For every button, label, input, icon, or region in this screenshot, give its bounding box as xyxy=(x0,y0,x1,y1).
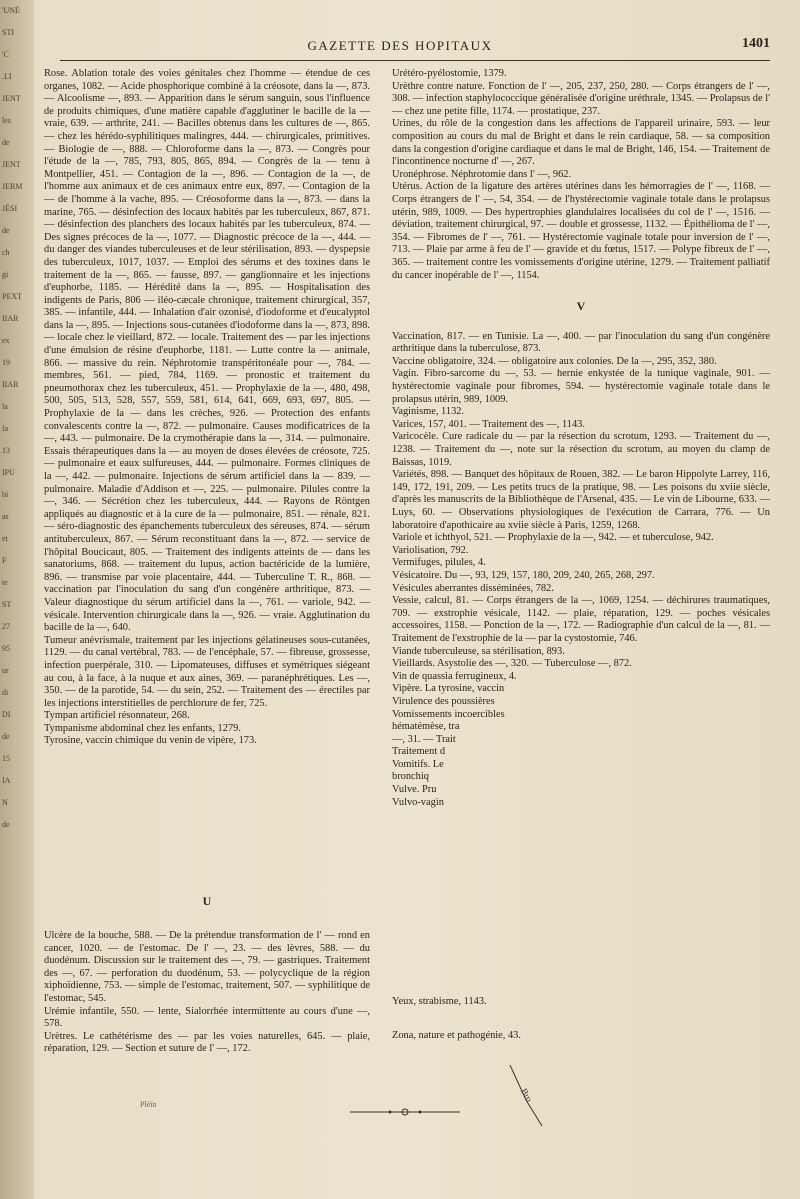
index-entry: Vaccine obligatoire, 324. — obligatoire aux colonies. De la —, 295, 352, 380. xyxy=(392,355,717,367)
index-entry: —, 31. — Trait xyxy=(392,733,456,745)
spine-fragment: bi xyxy=(2,490,9,499)
spine-fragment: 95 xyxy=(2,644,10,653)
index-entry: hématémèse, tra xyxy=(392,721,460,733)
spine-fragment: DI xyxy=(2,710,11,719)
index-entry: Tympan artificiel résonnateur, 268. xyxy=(44,710,190,722)
index-entry: Vagin. Fibro-sarcome du —, 53. — hernie enkystée de la tunique vaginale, 901. — hystérectomie vaginale pour fibromes, 594. — hystérectomie vaginale totale dans le prolapsus utérin, 989, 1009. xyxy=(392,368,770,405)
index-entry: Viande tuberculeuse, sa stérilisation, 893. xyxy=(392,645,565,657)
spine-fragment: JENT xyxy=(2,94,21,103)
page-number: 1401 xyxy=(742,36,770,51)
index-entry: Vésicules aberrantes disséminées, 782. xyxy=(392,582,554,594)
page-header xyxy=(60,34,770,60)
spine-fragment: de xyxy=(2,226,10,235)
index-entry: Varicocèle. Cure radicale du — par la résection du scrotum, 1293. — Traitement du —, 1238. — Traitement du —, note sur la résection du scrotum, au moyen du clamp de Baissas, 1019. xyxy=(392,431,770,468)
spine-fragment: PEXT xyxy=(2,292,22,301)
spine-fragment: fa xyxy=(2,424,9,433)
spine-fragment: N xyxy=(2,798,8,807)
index-entry: Urémie infantile, 550. — lente, Sialorrhée intermittente au cours d'une —, 578. xyxy=(44,1005,370,1030)
spine-fragment: F xyxy=(2,556,7,565)
spine-fragment: de xyxy=(2,138,10,147)
index-entry: Vomitifs. Le xyxy=(392,758,444,770)
index-entry: Utérus. Action de la ligature des artères utérines dans les hémorragies de l' —, 1168. — Corps étrangers de l' —, 54, 354. — de l'hystérectomie vaginale totale dans le prolapsus utérin, 989, 1009. — Des hypertrophies glandulaires localisées du col de l' —, 1516. — déviation, traitement chirurgical, 97. — double et grossesse, 1132. — Épithélioma de l' —, 354. — Fibromes de l' —, 761. — Hystérectomie vaginale totale pour inversion de l' —, 713. — Plaie par arme à feu de l' — gravide et du fœtus, 1517. — Polype fibreux de l' —, 365. — traitement contre les vomissements d'origine utérine, 1279. — Traitement palliatif du cancer inopérable de l' —, 1154. xyxy=(392,181,770,281)
index-entry: Vésicatoire. Du —, 93, 129, 157, 180, 209, 240, 265, 268, 297. xyxy=(392,569,655,581)
index-entry-yeux: Yeux, strabisme, 1143. xyxy=(392,996,487,1007)
index-entry: Tympanisme abdominal chez les enfants, 1279. xyxy=(44,722,241,734)
index-entry: Urétéro-pyélostomie, 1379. xyxy=(392,68,507,79)
u-entries xyxy=(44,930,370,1056)
spine-fragment: IIAR xyxy=(2,380,19,389)
index-entry: Variolisation, 792. xyxy=(392,544,469,556)
spine-fragment: 19 xyxy=(2,358,10,367)
spine-fragment: as xyxy=(2,512,9,521)
spine-fragment: JERM xyxy=(2,182,23,191)
spine-fragment: les xyxy=(2,116,11,125)
index-entry: Vulve. Pru xyxy=(392,784,437,796)
index-entry: Vessie, calcul, 81. — Corps étrangers de la —, 1069, 1254. — déchirures traumatiques, 709. — exstrophie vésicale, 1142. — plaie, réparation, 129. — poches vésicales accessoires, 1158. — Ponction de la —, 172. — Radiographie d'un calcul de la —, 81. — Traitement de l'exstrophie de la — par la cystostomie, 746. xyxy=(392,595,770,644)
index-entry: Vaginisme, 1132. xyxy=(392,406,465,418)
index-entry: Tyrosine, vaccin chimique du venin de vipère, 173. xyxy=(44,735,257,747)
spine-fragment: STI xyxy=(2,28,14,37)
spine-fragment: di xyxy=(2,688,9,697)
header-rule xyxy=(60,60,770,61)
spine-fragment: de xyxy=(2,732,10,741)
right-column xyxy=(392,68,770,809)
spine-fragment: et xyxy=(2,534,8,543)
spine-fragment: JÉSI xyxy=(2,204,18,213)
index-entry: Variétés, 898. — Banquet des hôpitaux de Rouen, 382. — Le baron Hippolyte Larrey, 116, 149, 172, 191, 209. — Les petits trucs de la pratique, 98. — Les poisons du xviie siècle, d'après les manuscrits de la Bibliothèque de l'Arsenal, 435. — Le vin de Libourne, 633. — Luys, 60. — Observations physiologiques de l'exécution de Carrara, 776. — Un laboratoire d'apothicaire au xviie siècle à Paris, 1259, 1268. xyxy=(392,469,770,531)
index-entry: Vipère. La tyrosine, vaccin xyxy=(392,683,505,695)
bottom-note: Pléïn xyxy=(140,1100,157,1109)
index-entry: Vermifuges, pilules, 4. xyxy=(392,557,486,569)
index-entry: Traitement d xyxy=(392,746,446,758)
binding-spine xyxy=(0,0,34,1199)
index-entry: Urètres. Le cathétérisme des — par les voies naturelles, 645. — plaie, réparation, 129. — Section et suture de l' —, 172. xyxy=(44,1030,370,1055)
spine-fragment: 13 xyxy=(2,446,10,455)
spine-fragment: 15 xyxy=(2,754,10,763)
spine-fragment: ch xyxy=(2,248,10,257)
index-entry: Variole et ichthyol, 521. — Prophylaxie de la —, 942. — et tuberculose, 942. xyxy=(392,532,714,544)
end-ornament xyxy=(350,1108,460,1116)
index-entry: Varices, 157, 401. — Traitement des —, 1143. xyxy=(392,418,585,430)
spine-fragment: 27 xyxy=(2,622,10,631)
index-entry: Virulence des poussières xyxy=(392,695,495,707)
spine-fragment: 'UNÉ xyxy=(2,6,20,15)
spine-fragment: de xyxy=(2,820,10,829)
spine-fragment: IA xyxy=(2,776,11,785)
spine-fragment: gi xyxy=(2,270,9,279)
left-column xyxy=(44,68,370,748)
spine-fragment: la xyxy=(2,402,8,411)
index-entry: Tumeur anévrismale, traitement par les injections gélatineuses sous-cutanées, 1129. — du canal vertébral, 783. — de l'encéphale, 57. — fibreuse, grossesse, infection puerpérale, 310. — Lipomateuses, diffuses et symétriques siégeant au cou, à la face, à la nuque et aux aines, 369. — paranéphrétiques. Les —, 350. — de la parotide, 54. — du sein, 252. — Traitement des — érectiles par les injections interstitielles de perchlorure de fer, 725. xyxy=(44,634,370,709)
index-entry: Uronéphrose. Néphrotomie dans l' —, 962. xyxy=(392,168,572,180)
journal-title: GAZETTE DES HOPITAUX xyxy=(307,38,493,53)
index-entry: Vomissements incoercibles xyxy=(392,708,505,720)
section-letter-u: U xyxy=(202,894,212,908)
index-entry: Vulvo-vagin xyxy=(392,796,444,808)
spine-fragment: .LI xyxy=(2,72,12,81)
index-entry: Urèthre contre nature. Fonction de l' —, 205, 237, 250, 280. — Corps étrangers de l' —, 308. — infection staphylococcique généralisée d'origine uréthrale, 1345. — Prolapsus de l' — chez une petite fille, 1174. — prostatique, 237. xyxy=(392,80,770,117)
spine-fragment: JENT xyxy=(2,160,21,169)
index-entry: Rose. Ablation totale des voies génitales chez l'homme — étendue de ces organes, 1082. — Acide phosphorique combiné à la créosote, dans la —, 873. — Alcoolisme —, 893. — Apparition dans le sérum sanguin, sous l'influence de produits chimiques, d'une matière capable d'agglutiner le bacille de la — vraie, 639. — arthrite, 241. — Bacilles obtenus dans les cultures de —, 865. — chez les hérédo-syphilitiques malingres, 444. — chirurgicales, primitives. — Biologie de —, 888. — Chloroforme dans la —, 873. — Congrès pour l'étude de la —, 785, 793, 805, 865, 894. — Congrès de la — tenu à Montpellier, 451. — Contagion de la —, 896. — Contagion de la —, de l'homme aux animaux et de ces animaux entre eux, 897. — Contagion de la — de l'homme à la vache, 895. — Créosoforme dans la —, 873. — dans la marine, 765. — désinfection des locaux habités par les tuberculeux, 867, 871. — désinfection des planchers des locaux habités par les tuberculeux, 874. — Des signes précoces de la —, 1077. — Diagnostic précoce de la —, 444. — du danger des viandes tuberculeuses et de leur stérilisation, 893. — dyspepsie des tuberculeux, 1017, 1037. — Emploi des sérums et des toxines dans le traitement de la —, 865. — fausse, 897. — ganglionnaire et les injections d'euphorbe, 1185. — Hérédité dans la —, 895. — Hospitalisation des indigents de Paris, 806 — iléo-cæcale chronique, traitement chirurgical, 357, 385. — infantile, 444. — Inhalation d'air ozonisé, d'iodoforme et d'eucalyptol dans la —, 895. — Injections sous-cutanées d'iodoforme dans la —, 873, 898. — locale chez le vieillard, 872. — locale. Traitement des — par les injections d'une émulsion de résine d'euphorbe, 1181. — Lutte contre la — animale, 866. — massive du rein. Néphrotomie transpéritonéale pour —, 784. — membres, 561. — pied, 784, 1169. — pronostic et traitement du pneumothorax chez les tuberculeux, 451. — Prophylaxie de la —, 480, 498, 500, 505, 513, 528, 557, 559, 581, 614, 641, 669, 693, 697, 805. — Prophylaxie de la — dans les crèches, 926. — Protection des enfants convalescents contre la —, 872. — pulmonaire. Causes modificatrices de la —, 443. — pulmonaire. De la crymothérapie dans la —, 314. — pulmonaire. Essais thérapeutiques dans la — au moyen de doses élevées de créosote, 725. — pulmonaire et eaux sulfureuses, 444. — pulmonaire. Formes cliniques de la —, 442. — pulmonaire. Injections de sérum artificiel dans la — 839. — pulmonaire. Maladie d'Addison et —, 225. — pulmonaire. Pilules contre la —, 346. — Sécrétion chez les tuberculeux, 444. — Rayons de Röntgen appliqués au diagnostic et à la cure de la — pulmonaire, 851. — rénale, 821. — séro-diagnostic des épanchements tuberculeux des séreuses, 874. — sérum antituberculeux, 867. — Sérum reconstituant dans la —, 872. — service de l'hôpital Boucicaut, 805. — Traitement des indigents atteints de — dans les sanatoriums, 868. — traitement du lupus, action bactéricide de la lumière, 896. — transmise par voie placentaire, 444. — Tuberculine T. R., 868. — vaccination par l'inoculation du sang d'un congénère arthritique, 873. — Valeur diagnostique du sérum artificiel dans la —, 761. — variole, 942. — vésicale. Intervention chirurgicale dans la —, 926. — vraie. Agglutination du bacille de la —, 640. xyxy=(44,68,370,634)
index-entry: Ulcère de la bouche, 588. — De la prétendue transformation de l' — rond en cancer, 1020. — de l'estomac. De l' —, 23. — des lèvres, 588. — du duodénum. Discussion sur le traitement des —, 79. — gastriques. Traitement des —, 67. — perforation du duodénum, 53. — polycyclique de la région xiphoïdienne, 753. — simple de l'estomac, traitement, 507. — syphilitique de l'estomac, 545. xyxy=(44,930,370,1004)
index-entry: Vin de quassia ferrugineux, 4. xyxy=(392,670,517,682)
spine-fragment: te xyxy=(2,578,8,587)
index-entry-zona: Zona, nature et pathogénie, 43. xyxy=(392,1030,521,1041)
index-entry: Vieillards. Asystolie des —, 320. — Tuberculose —, 872. xyxy=(392,658,632,670)
pencil-note: Bro xyxy=(519,1086,535,1104)
spine-fragment: ur xyxy=(2,666,9,675)
spine-fragment: ST xyxy=(2,600,12,609)
index-entry: bronchiq xyxy=(392,771,429,783)
v-entries xyxy=(392,331,770,810)
index-entry: Vaccination, 817. — en Tunisie. La —, 400. — par l'inoculation du sang d'un congénère arthritique dans la tuberculose, 873. xyxy=(392,330,770,355)
spine-fragment: IIAR xyxy=(2,314,19,323)
spine-fragment: ex xyxy=(2,336,10,345)
spine-fragment: 'C xyxy=(2,50,9,59)
spine-fragment: IPU xyxy=(2,468,15,477)
section-letter-v: V xyxy=(576,299,586,314)
index-entry: Urines, du rôle de la congestion dans les affections de l'appareil urinaire, 593. — leur composition au cours du mal de Bright et dans le rein cardiaque, 58. — sa composition dans la congestion d'origine cardiaque et dans le mal de Bright, 146, 154. — Traitement de l'incontinence nocturne d' —, 267. xyxy=(392,118,770,168)
